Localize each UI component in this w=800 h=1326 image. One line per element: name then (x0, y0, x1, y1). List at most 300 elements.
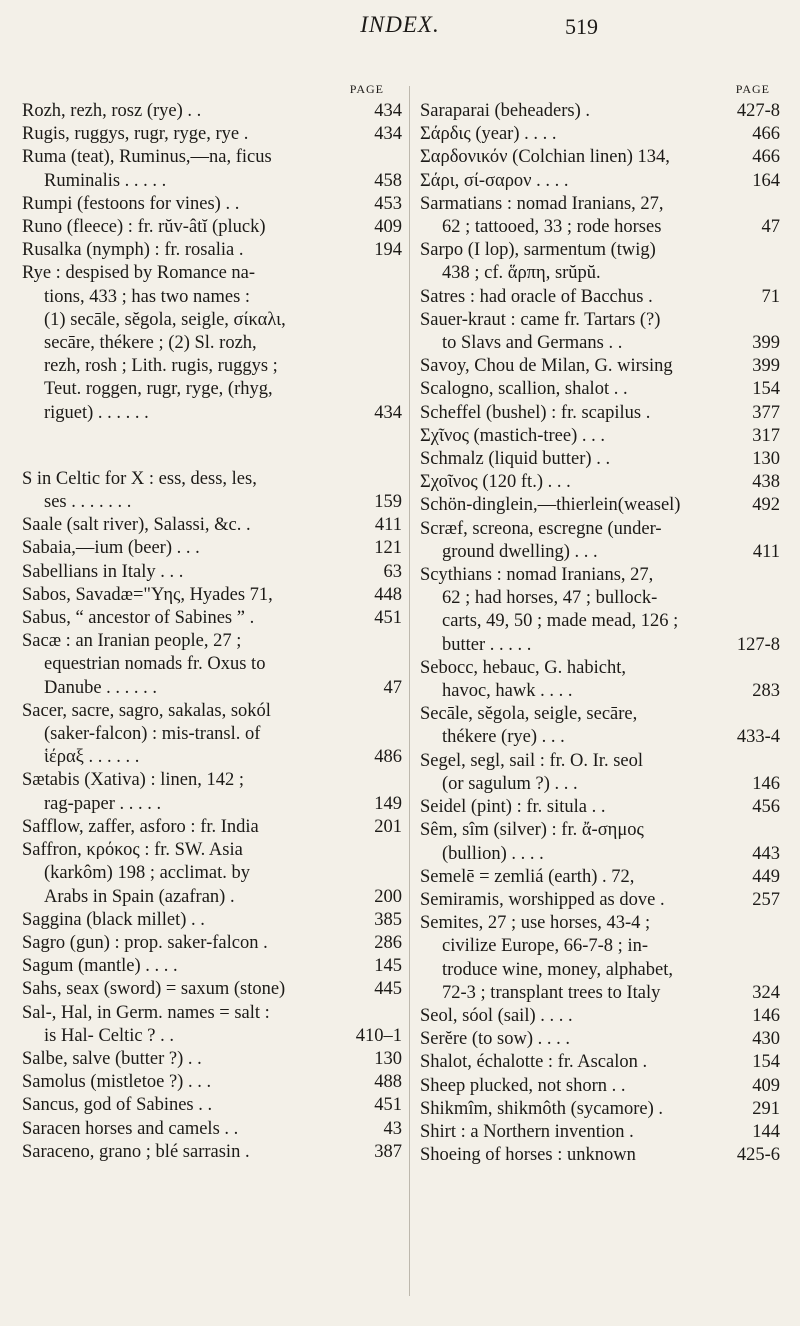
entry-line (22, 561, 402, 584)
entry-text: Arabs in Spain (azafran) . (44, 886, 235, 907)
entry-page-ref: 146 (752, 773, 780, 794)
entry-text: Ruma (teat), Ruminus,—na, ficus (22, 147, 272, 168)
entry-page-ref: 399 (752, 356, 780, 377)
entry-text: Scythians : nomad Iranians, 27, (420, 565, 654, 586)
entry-text: Scheffel (bushel) : fr. scapilus . (420, 402, 651, 423)
index-entry (420, 494, 780, 517)
entry-page-ref (398, 723, 402, 746)
entry-text: Sacer, sacre, sagro, sakalas, sokól (22, 700, 271, 721)
entry-text: carts, 49, 50 ; made mead, 126 ; (442, 611, 679, 632)
index-entry (420, 750, 780, 796)
entry-page-ref (776, 703, 780, 726)
entry-line (420, 773, 780, 796)
entry-page-ref: 453 (374, 193, 402, 214)
entry-page-ref: 43 (383, 1118, 402, 1139)
entry-line (420, 425, 780, 448)
entry-line (22, 1071, 402, 1094)
entry-page-ref (398, 1002, 402, 1025)
entry-text: tions, 433 ; has two names : (44, 286, 251, 307)
entry-line (22, 886, 402, 909)
entry-text: Sebocc, hebauc, G. habicht, (420, 657, 626, 678)
entry-text: Saale (salt river), Salassi, &c. . (22, 515, 251, 536)
entry-page-ref (776, 564, 780, 587)
entry-line (420, 286, 780, 309)
entry-page-ref: 286 (374, 932, 402, 953)
entry-line (22, 1118, 402, 1141)
entry-page-ref (398, 309, 402, 332)
entry-line (420, 703, 780, 726)
entry-line (22, 193, 402, 216)
entry-line (22, 355, 402, 378)
entry-page-ref: 399 (752, 333, 780, 354)
entry-page-ref: 411 (374, 515, 402, 536)
entry-page-ref (776, 193, 780, 216)
entry-page-ref: 283 (752, 681, 780, 702)
entry-line (22, 239, 402, 262)
index-entry (22, 262, 402, 424)
entry-text: secāre, thékere ; (2) Sl. rozh, (44, 333, 257, 354)
entry-text: Rugis, ruggys, rugr, ryge, rye . (22, 124, 249, 145)
entry-text: ἱέραξ . . . . . . (44, 747, 140, 768)
entry-line (22, 1002, 402, 1025)
entry-text: (karkôm) 198 ; acclimat. by (44, 863, 251, 884)
page-header (0, 6, 800, 46)
entry-line (22, 839, 402, 862)
entry-text: Teut. roggen, rugr, ryge, (rhyg, (44, 379, 273, 400)
entry-page-ref: 159 (374, 492, 402, 513)
index-entry (22, 1094, 402, 1117)
entry-line (420, 587, 780, 610)
right-page-label: PAGE (735, 82, 770, 96)
running-title: INDEX. (360, 12, 440, 37)
index-entry (420, 286, 780, 309)
entry-line (22, 100, 402, 123)
index-entry (22, 537, 402, 560)
entry-page-ref: 145 (374, 956, 402, 977)
entry-line (420, 634, 780, 657)
right-entries (420, 100, 780, 1167)
entry-page-ref: 466 (752, 147, 780, 168)
entry-text: Scræf, screona, escregne (under- (420, 518, 662, 539)
entry-line (420, 1075, 780, 1098)
entry-text: equestrian nomads fr. Oxus to (44, 654, 266, 675)
index-entry (22, 630, 402, 700)
entry-text: Scalogno, scallion, shalot . . (420, 379, 628, 400)
entry-page-ref: 146 (752, 1005, 780, 1026)
entry-page-ref: 47 (383, 677, 402, 698)
entry-page-ref: 411 (752, 541, 780, 562)
entry-page-ref (398, 862, 402, 885)
entry-text: Samolus (mistletoe ?) . . . (22, 1072, 212, 1093)
entry-text: Sabus, “ ancestor of Sabines ” . (22, 608, 255, 629)
entry-text: Sarmatians : nomad Iranians, 27, (420, 193, 664, 214)
entry-text: Sêm, sîm (silver) : fr. ἄ-σημος (420, 820, 644, 841)
index-entry (420, 402, 780, 425)
entry-text: Serĕre (to sow) . . . . (420, 1029, 571, 1050)
entry-line (420, 402, 780, 425)
entry-line (22, 491, 402, 514)
entry-text: havoc, hawk . . . . (442, 681, 573, 702)
entry-page-ref (398, 630, 402, 653)
entry-text: troduce wine, money, alphabet, (442, 959, 673, 980)
index-entry (420, 1144, 780, 1167)
entry-page-ref: 434 (374, 402, 402, 423)
entry-page-ref: 127-8 (736, 634, 780, 655)
entry-text: Schön-dinglein,—thierlein(weasel) (420, 495, 681, 516)
entry-page-ref: 434 (374, 124, 402, 145)
index-entry (22, 909, 402, 932)
index-entry (22, 816, 402, 839)
entry-line (22, 677, 402, 700)
left-entries (22, 100, 402, 1164)
entry-line (420, 494, 780, 517)
index-entry (22, 769, 402, 815)
entry-text: S in Celtic for X : ess, dess, les, (22, 468, 257, 489)
index-entry (22, 1141, 402, 1164)
entry-line (22, 262, 402, 285)
entry-line (22, 932, 402, 955)
entry-line (22, 1141, 402, 1164)
entry-line (420, 1028, 780, 1051)
index-entry (420, 123, 780, 146)
entry-line (22, 584, 402, 607)
entry-text: (saker-falcon) : mis-transl. of (44, 724, 261, 745)
entry-page-ref: 130 (374, 1048, 402, 1069)
entry-page-ref: 466 (752, 124, 780, 145)
entry-line (420, 332, 780, 355)
entry-page-ref (776, 610, 780, 633)
entry-page-ref: 433-4 (736, 727, 780, 748)
entry-page-ref: 451 (374, 1095, 402, 1116)
entry-line (420, 355, 780, 378)
entry-text: Saracen horses and camels . . (22, 1118, 239, 1139)
entry-text: Shalot, échalotte : fr. Ascalon . (420, 1052, 648, 1073)
entry-text: ses . . . . . . . (44, 492, 132, 513)
entry-page-ref: 194 (374, 240, 402, 261)
entry-text: Semelē = zemliá (earth) . 72, (420, 866, 635, 887)
entry-page-ref: 410–1 (355, 1025, 402, 1046)
index-entry (420, 518, 780, 564)
index-entry (420, 866, 780, 889)
entry-text: ground dwelling) . . . (442, 541, 598, 562)
entry-text: (or sagulum ?) . . . (442, 773, 578, 794)
entry-page-ref (398, 653, 402, 676)
entry-line (420, 750, 780, 773)
entry-line (420, 564, 780, 587)
entry-line (420, 123, 780, 146)
entry-page-ref: 200 (374, 886, 402, 907)
entry-line (420, 448, 780, 471)
entry-line (420, 170, 780, 193)
column-divider (409, 86, 410, 1296)
entry-text: Sarpo (I lop), sarmentum (twig) (420, 240, 656, 261)
entry-line (420, 1098, 780, 1121)
entry-text: Sagro (gun) : prop. saker-falcon . (22, 932, 268, 953)
entry-text: Σχῖνος (mastich-tree) . . . (420, 425, 606, 446)
entry-text: Shirt : a Northern invention . (420, 1121, 634, 1142)
index-entry (420, 239, 780, 285)
entry-text: Semites, 27 ; use horses, 43-4 ; (420, 913, 651, 934)
entry-text: Rumpi (festoons for vines) . . (22, 193, 240, 214)
entry-page-ref: 427-8 (736, 101, 780, 121)
entry-line (22, 286, 402, 309)
index-entry (420, 912, 780, 1005)
entry-line (22, 978, 402, 1001)
entry-line (420, 262, 780, 285)
entry-text: Rozh, rezh, rosz (rye) . . (22, 101, 202, 121)
entry-line (22, 123, 402, 146)
entry-text: to Slavs and Germans . . (442, 333, 623, 354)
index-entry (22, 239, 402, 262)
entry-text: butter . . . . . (442, 634, 532, 655)
entry-line (420, 912, 780, 935)
entry-line (420, 146, 780, 169)
entry-text: Semiramis, worshipped as dove . (420, 889, 665, 910)
entry-text: Safflow, zaffer, asforo : fr. India (22, 816, 259, 837)
entry-page-ref: 488 (374, 1072, 402, 1093)
entry-text: (1) secāle, sĕgola, seigle, σίκαλι, (44, 309, 286, 330)
entry-text: Sheep plucked, not shorn . . (420, 1075, 626, 1096)
entry-line (22, 216, 402, 239)
entry-text: Saraparai (beheaders) . (420, 101, 590, 121)
entry-line (420, 610, 780, 633)
entry-line (420, 819, 780, 842)
entry-line (22, 862, 402, 885)
entry-page-ref: 47 (761, 217, 780, 238)
entry-page-ref (776, 819, 780, 842)
index-entry (22, 839, 402, 909)
entry-line (420, 843, 780, 866)
entry-line (22, 793, 402, 816)
entry-page-ref (398, 146, 402, 169)
entry-text: Runo (fleece) : fr. rŭv-âtĭ (pluck) (22, 217, 266, 238)
entry-text: Σχοῖνος (120 ft.) . . . (420, 472, 571, 493)
entry-page-ref (398, 378, 402, 401)
entry-line (22, 402, 402, 425)
entry-text: Sancus, god of Sabines . . (22, 1095, 213, 1116)
index-entry (22, 932, 402, 955)
entry-line (22, 309, 402, 332)
index-entry (22, 1002, 402, 1048)
entry-text: Segel, segl, sail : fr. O. Ir. seol (420, 750, 643, 771)
entry-line (22, 816, 402, 839)
entry-line (420, 216, 780, 239)
entry-line (22, 1094, 402, 1117)
entry-line (420, 100, 780, 123)
entry-text: riguet) . . . . . . (44, 402, 149, 423)
entry-text: Saraceno, grano ; blé sarrasin . (22, 1141, 250, 1162)
entry-page-ref (398, 262, 402, 285)
entry-line (420, 1051, 780, 1074)
index-entry (420, 889, 780, 912)
index-entry (22, 216, 402, 239)
entry-text: Shoeing of horses : unknown (420, 1145, 636, 1166)
left-column (22, 82, 402, 1164)
index-entry (420, 471, 780, 494)
entry-text: Σαρδονικόν (Colchian linen) 134, (420, 147, 670, 168)
entry-text: Seidel (pint) : fr. situla . . (420, 797, 606, 818)
index-entry (420, 1121, 780, 1144)
entry-page-ref: 425-6 (736, 1145, 780, 1166)
index-entry (420, 1028, 780, 1051)
index-entry (22, 100, 402, 123)
entry-page-ref: 144 (752, 1121, 780, 1142)
entry-line (22, 607, 402, 630)
entry-page-ref: 324 (752, 982, 780, 1003)
entry-page-ref: 154 (752, 1052, 780, 1073)
index-entry (22, 584, 402, 607)
index-entry (420, 355, 780, 378)
index-entry (22, 468, 402, 514)
entry-text: civilize Europe, 66-7-8 ; in- (442, 936, 649, 957)
index-entry (420, 378, 780, 401)
entry-page-ref: 154 (752, 379, 780, 400)
entry-page-ref (776, 587, 780, 610)
entry-line (420, 1121, 780, 1144)
right-column (420, 82, 780, 1167)
index-entry (420, 309, 780, 355)
entry-text: Sætabis (Xativa) : linen, 142 ; (22, 770, 244, 791)
entry-line (420, 935, 780, 958)
index-entry (22, 955, 402, 978)
entry-text: rezh, rosh ; Lith. rugis, ruggys ; (44, 356, 278, 377)
entry-page-ref: 130 (752, 449, 780, 470)
entry-text: thékere (rye) . . . (442, 727, 565, 748)
entry-page-ref: 149 (374, 793, 402, 814)
entry-page-ref (776, 959, 780, 982)
entry-line (22, 1025, 402, 1048)
entry-line (420, 726, 780, 749)
entry-text: Shikmîm, shikmôth (sycamore) . (420, 1098, 664, 1119)
entry-text: (bullion) . . . . (442, 843, 544, 864)
entry-page-ref (398, 839, 402, 862)
entry-text: Sabos, Savadæ="Υης, Hyades 71, (22, 584, 273, 605)
entry-line (420, 889, 780, 912)
entry-line (22, 630, 402, 653)
entry-line (420, 982, 780, 1005)
entry-line (22, 146, 402, 169)
entry-line (420, 796, 780, 819)
entry-line (22, 723, 402, 746)
entry-text: Sal-, Hal, in Germ. names = salt : (22, 1002, 270, 1023)
entry-page-ref (776, 309, 780, 332)
entry-page-ref (398, 286, 402, 309)
index-entry (22, 514, 402, 537)
entry-line (22, 468, 402, 491)
index-entry (22, 146, 402, 192)
entry-page-ref: 448 (374, 584, 402, 605)
entry-page-ref: 164 (752, 170, 780, 191)
index-entry (420, 1005, 780, 1028)
entry-page-ref: 377 (752, 402, 780, 423)
entry-page-ref (776, 518, 780, 541)
entry-page-ref (776, 239, 780, 262)
entry-line (420, 309, 780, 332)
entry-line (22, 514, 402, 537)
index-entry (420, 657, 780, 703)
entry-text: Salbe, salve (butter ?) . . (22, 1048, 202, 1069)
entry-page-ref: 317 (752, 425, 780, 446)
entry-line (22, 537, 402, 560)
entry-page-ref: 438 (752, 472, 780, 493)
entry-page-ref: 445 (374, 979, 402, 1000)
index-entry (420, 448, 780, 471)
entry-text: Schmalz (liquid butter) . . (420, 449, 611, 470)
entry-page-ref: 71 (761, 286, 780, 307)
left-page-label: PAGE (349, 82, 384, 96)
entry-page-ref (398, 769, 402, 792)
entry-text: 62 ; had horses, 47 ; bullock- (442, 588, 658, 609)
entry-line (420, 239, 780, 262)
index-entry (420, 703, 780, 749)
entry-page-ref: 458 (374, 170, 402, 191)
entry-page-ref (398, 355, 402, 378)
entry-page-ref: 492 (752, 495, 780, 516)
entry-line (22, 700, 402, 723)
entry-text: Sabaia,—ium (beer) . . . (22, 538, 200, 559)
entry-line (420, 193, 780, 216)
entry-page-ref (776, 750, 780, 773)
index-entry (22, 1071, 402, 1094)
index-entry (420, 819, 780, 865)
entry-text: is Hal- Celtic ? . . (44, 1025, 174, 1046)
entry-text: Sahs, seax (sword) = saxum (stone) (22, 979, 286, 1000)
entry-text: Saggina (black millet) . . (22, 909, 205, 930)
index-entry (22, 1118, 402, 1141)
entry-line (22, 378, 402, 401)
entry-line (420, 518, 780, 541)
entry-page-ref: 449 (752, 866, 780, 887)
index-entry (420, 564, 780, 657)
entry-page-ref (776, 262, 780, 285)
entry-line (22, 653, 402, 676)
entry-text: Sagum (mantle) . . . . (22, 956, 178, 977)
entry-page-ref: 387 (374, 1141, 402, 1162)
entry-text: Danube . . . . . . (44, 677, 158, 698)
index-entry (420, 193, 780, 239)
entry-page-ref (776, 657, 780, 680)
entry-line (420, 866, 780, 889)
index-entry (420, 1098, 780, 1121)
entry-page-ref: 201 (374, 816, 402, 837)
entry-page-ref: 434 (374, 101, 402, 121)
entry-text: Secāle, sĕgola, seigle, secāre, (420, 704, 638, 725)
entry-text: Sauer-kraut : came fr. Tartars (?) (420, 309, 661, 330)
entry-page-ref: 385 (374, 909, 402, 930)
index-entry (22, 193, 402, 216)
index-entry (420, 146, 780, 169)
entry-text: Rye : despised by Romance na- (22, 263, 256, 284)
entry-line (420, 680, 780, 703)
entry-line (420, 1005, 780, 1028)
entry-text: Ruminalis . . . . . (44, 170, 167, 191)
index-entry (420, 1051, 780, 1074)
index-entry (22, 978, 402, 1001)
entry-page-ref (776, 912, 780, 935)
entry-text: 72-3 ; transplant trees to Italy (442, 982, 661, 1003)
entry-text: Sabellians in Italy . . . (22, 561, 184, 582)
page-number: 519 (565, 14, 598, 39)
index-entry (22, 561, 402, 584)
entry-line (420, 471, 780, 494)
entry-page-ref: 456 (752, 797, 780, 818)
entry-text: 62 ; tattooed, 33 ; rode horses (442, 217, 662, 238)
entry-line (420, 959, 780, 982)
entry-line (22, 769, 402, 792)
index-entry (420, 1075, 780, 1098)
entry-line (22, 955, 402, 978)
entry-page-ref (398, 332, 402, 355)
